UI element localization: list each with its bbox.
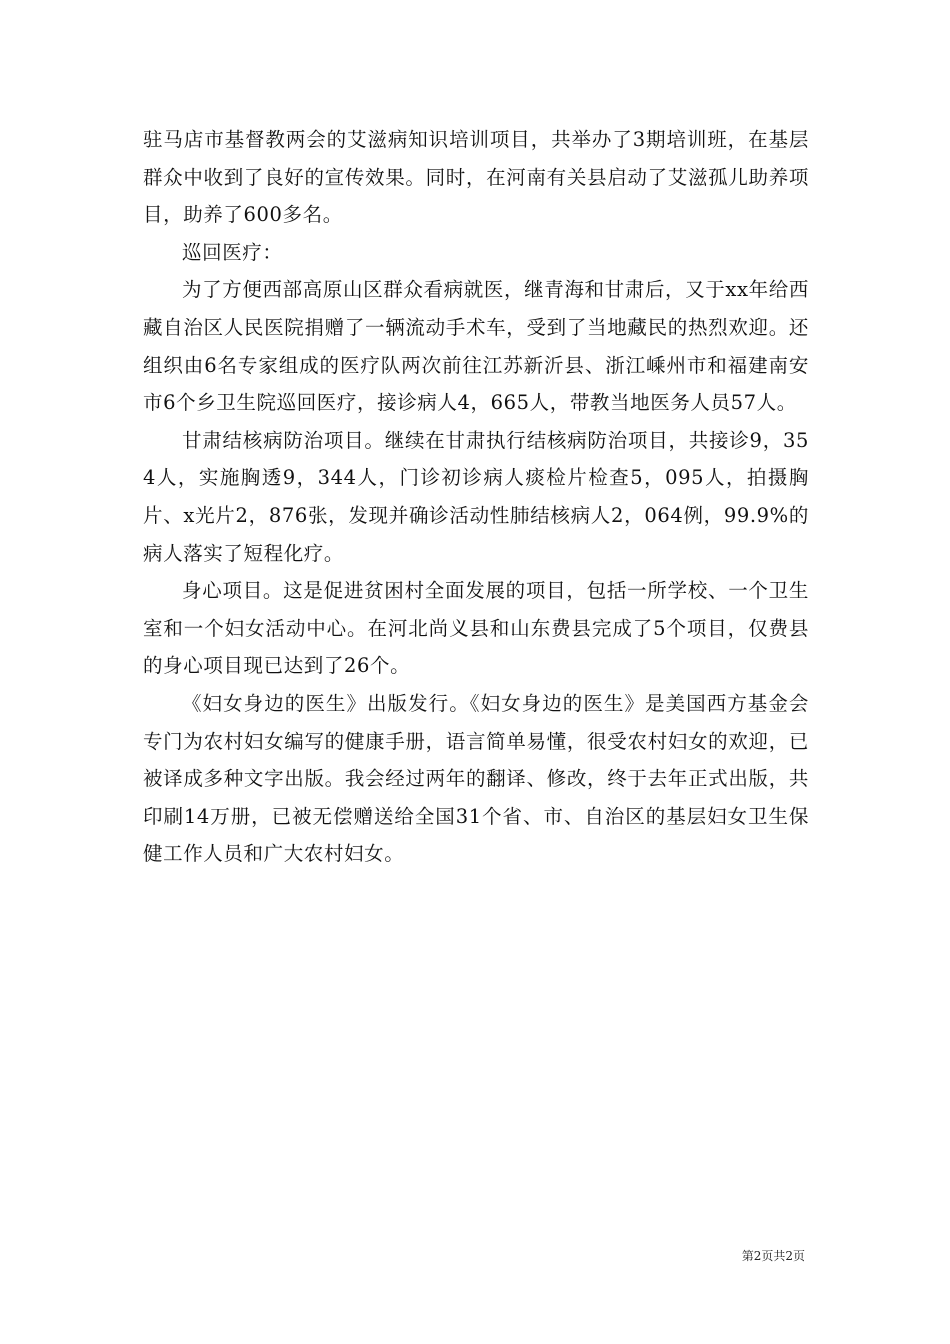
paragraph-mobile-medical: 为了方便西部高原山区群众看病就医，继青海和甘肃后，又于xx年给西藏自治区人民医院捐赠了一辆流动手术车，受到了当地藏民的热烈欢迎。还组织由6名专家组成的医疗队两次前往江苏新沂县、浙江嵊州市和福建南安市6个乡卫生院巡回医疗，接诊病人4，665人，带教当地医务人员57人。 [143, 278, 809, 415]
paragraph-aids-training: 驻马店市基督教两会的艾滋病知识培训项目，共举办了3期培训班，在基层群众中收到了良好的宣传效果。同时，在河南有关县启动了艾滋孤儿助养项目，助养了600多名。 [143, 128, 809, 227]
paragraph-mobile-medical-heading: 巡回医疗： [182, 240, 283, 264]
paragraph-book-publication: 《妇女身边的医生》出版发行。《妇女身边的医生》是美国西方基金会专门为农村妇女编写的健康手册，语言简单易懂，很受农村妇女的欢迎，已被译成多种文字出版。我会经过两年的翻译、修改，终于去年正式出版，共印刷14万册，已被无偿赠送给全国31个省、市、自治区的基层妇女卫生保健工作人员和广大农村妇女。 [143, 691, 809, 866]
document-body [143, 121, 809, 873]
paragraph-tuberculosis-project: 甘肃结核病防治项目。继续在甘肃执行结核病防治项目，共接诊9，354人，实施胸透9，344人，门诊初诊病人痰检片检查5，095人，拍摄胸片、x光片2，876张，发现并确诊活动性肺结核病人2，064例，99.9%的病人落实了短程化疗。 [143, 428, 809, 565]
page-number-footer: 第2页共2页 [741, 1249, 805, 1263]
paragraph-wellbeing-project: 身心项目。这是促进贫困村全面发展的项目，包括一所学校、一个卫生室和一个妇女活动中心。在河北尚义县和山东费县完成了5个项目，仅费县的身心项目现已达到了26个。 [143, 579, 809, 678]
